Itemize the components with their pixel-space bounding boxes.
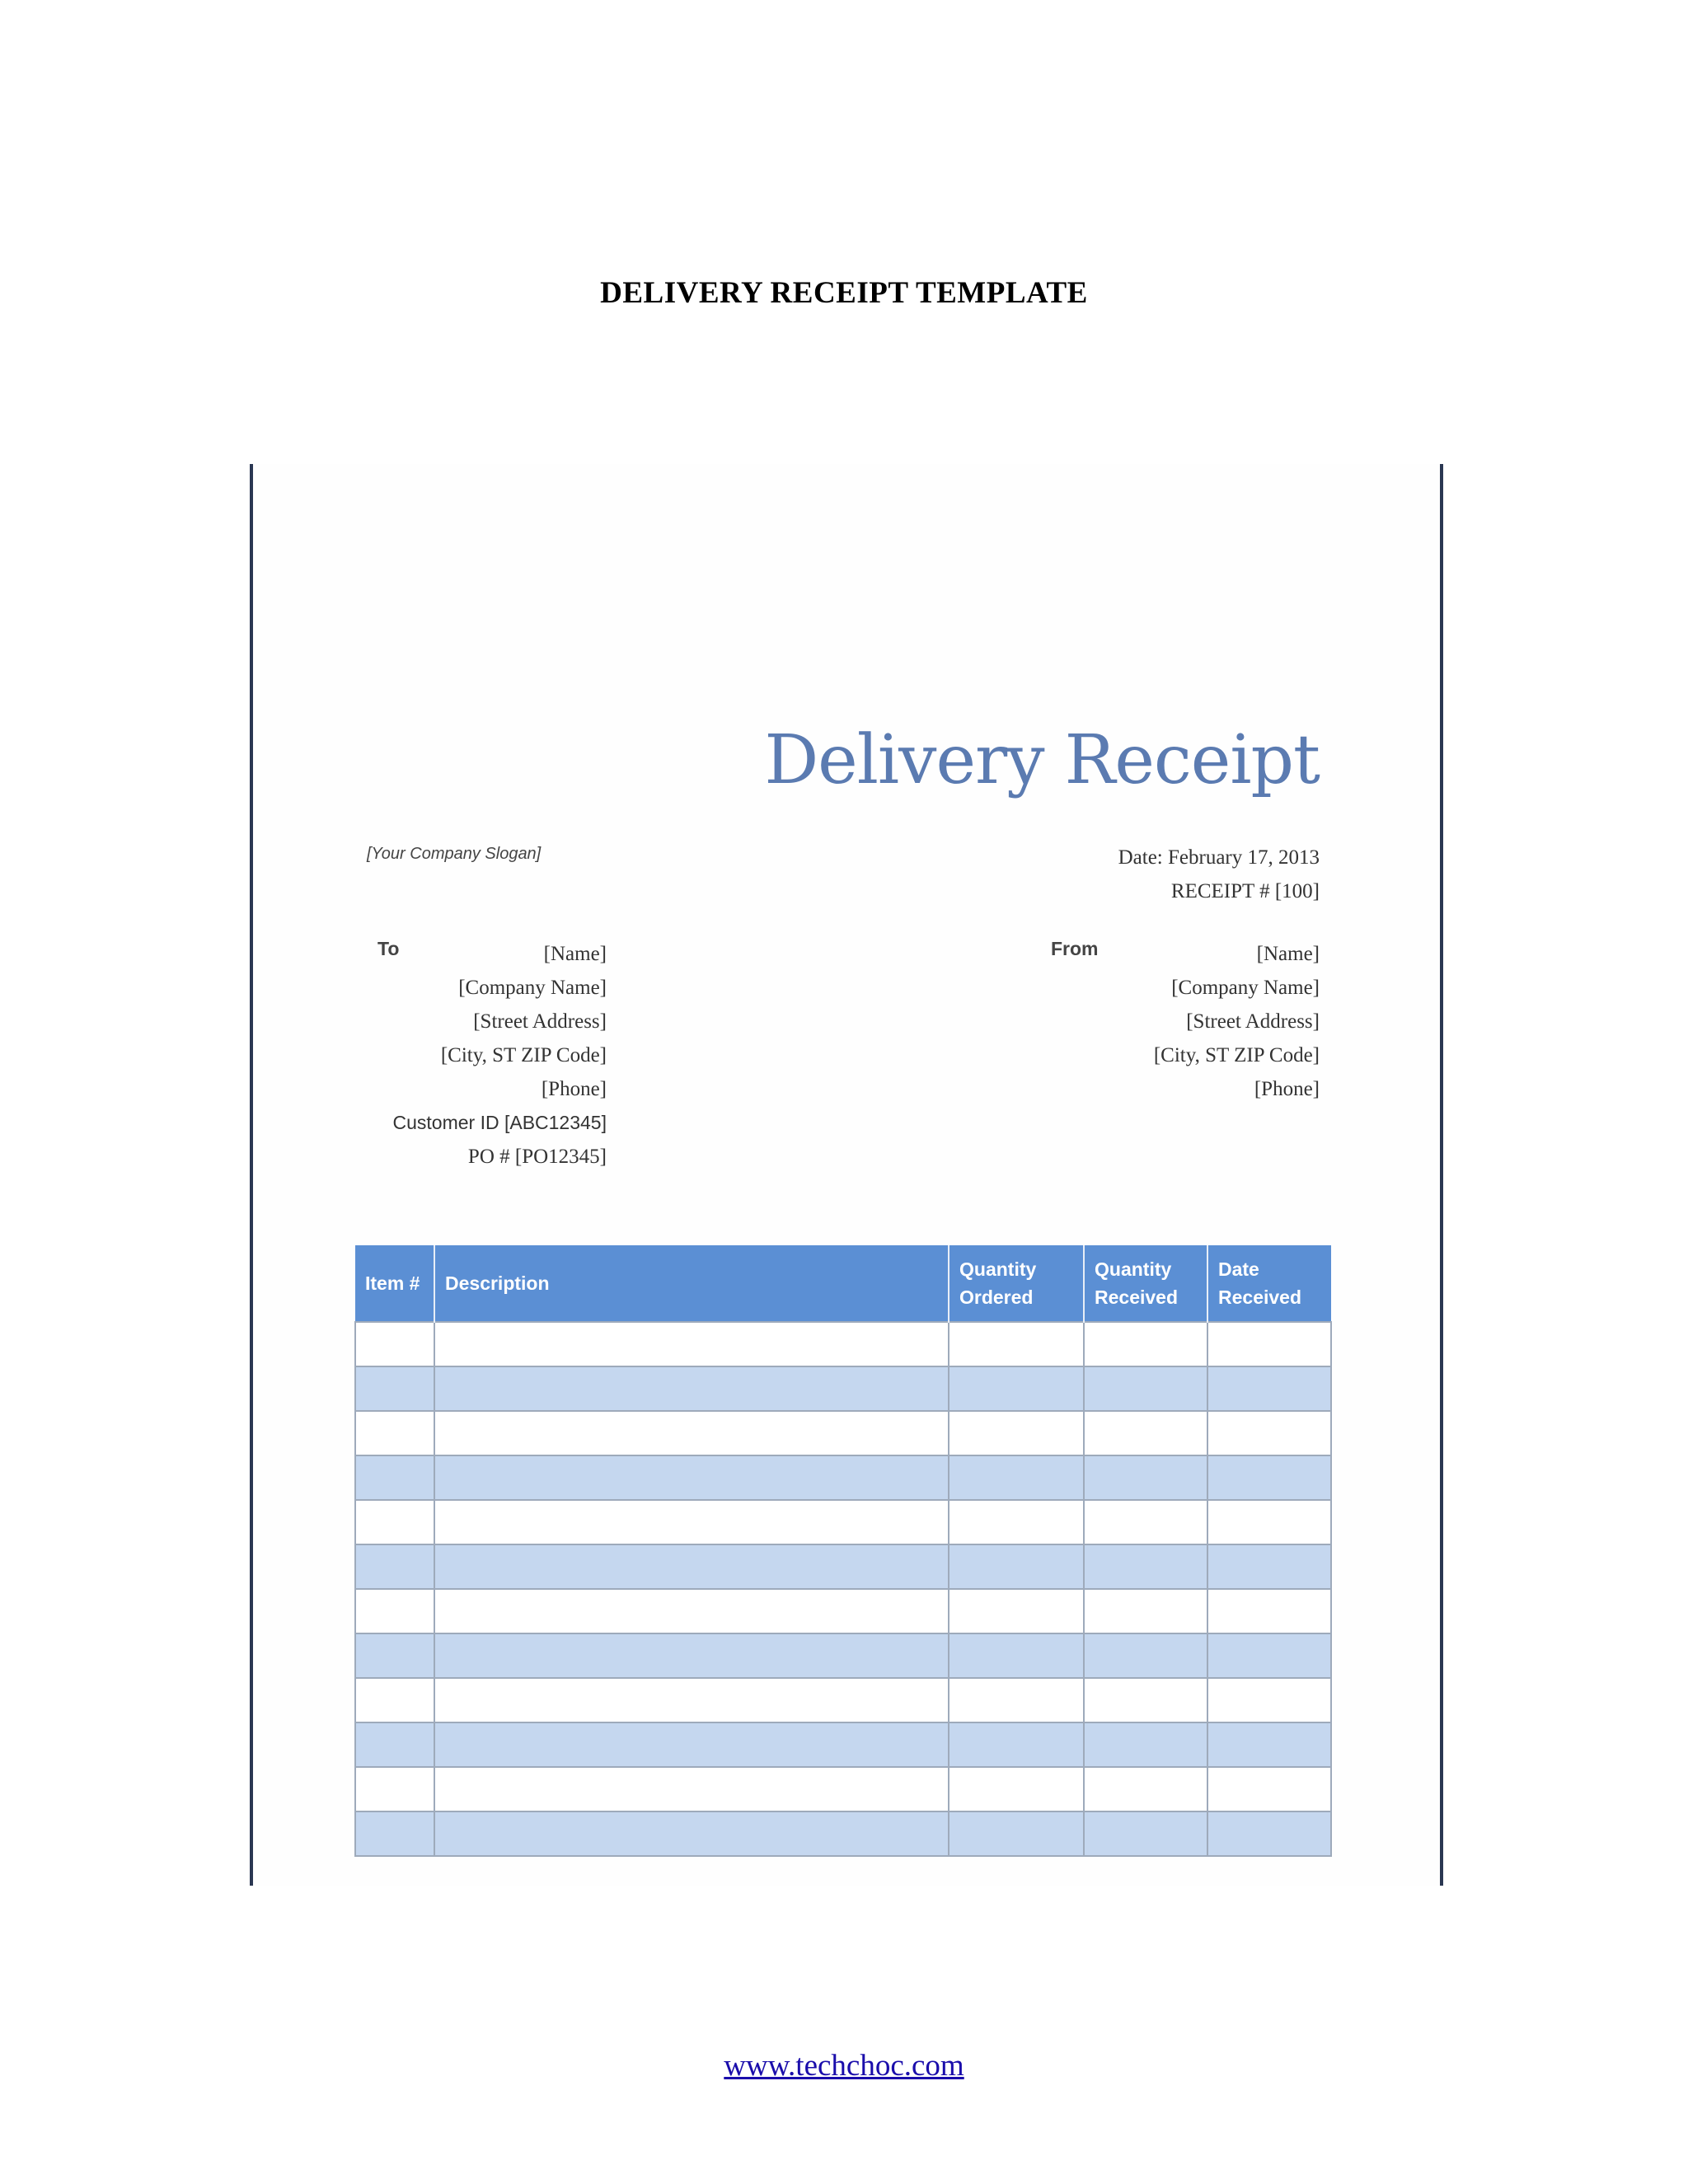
table-cell[interactable] — [1084, 1589, 1207, 1633]
table-cell[interactable] — [434, 1678, 949, 1722]
receipt-meta — [1118, 841, 1320, 908]
table-row — [355, 1455, 1331, 1500]
table-cell[interactable] — [1084, 1411, 1207, 1455]
table-cell[interactable] — [434, 1722, 949, 1767]
customer-id: Customer ID [ABC12345] — [392, 1112, 607, 1133]
table-cell[interactable] — [1207, 1455, 1331, 1500]
table-cell[interactable] — [1207, 1322, 1331, 1366]
table-cell[interactable] — [1084, 1455, 1207, 1500]
table-cell[interactable] — [355, 1678, 434, 1722]
table-cell[interactable] — [949, 1589, 1084, 1633]
from-name: [Name] — [1256, 943, 1320, 965]
table-cell[interactable] — [355, 1722, 434, 1767]
from-address-block — [1154, 937, 1320, 1106]
table-cell[interactable] — [949, 1767, 1084, 1811]
table-cell[interactable] — [355, 1633, 434, 1678]
table-cell[interactable] — [949, 1633, 1084, 1678]
table-cell[interactable] — [1207, 1500, 1331, 1544]
table-row — [355, 1322, 1331, 1366]
table-cell[interactable] — [355, 1455, 434, 1500]
table-row — [355, 1811, 1331, 1856]
table-cell[interactable] — [1084, 1811, 1207, 1856]
from-city: [City, ST ZIP Code] — [1153, 1044, 1320, 1066]
table-cell[interactable] — [1084, 1366, 1207, 1411]
header-date-received: Date Received — [1207, 1245, 1331, 1322]
table-cell[interactable] — [1084, 1678, 1207, 1722]
to-phone: [Phone] — [541, 1078, 607, 1100]
from-phone: [Phone] — [1254, 1078, 1320, 1100]
table-cell[interactable] — [1207, 1678, 1331, 1722]
table-cell[interactable] — [1084, 1322, 1207, 1366]
table-cell[interactable] — [949, 1500, 1084, 1544]
table-cell[interactable] — [355, 1366, 434, 1411]
receipt-number: RECEIPT # [100] — [1170, 880, 1320, 902]
table-row — [355, 1722, 1331, 1767]
table-cell[interactable] — [434, 1589, 949, 1633]
table-cell[interactable] — [434, 1767, 949, 1811]
table-cell[interactable] — [1207, 1767, 1331, 1811]
table-row — [355, 1500, 1331, 1544]
table-cell[interactable] — [1207, 1811, 1331, 1856]
to-name: [Name] — [543, 943, 607, 965]
table-cell[interactable] — [1207, 1722, 1331, 1767]
from-label: From — [1051, 938, 1099, 959]
table-cell[interactable] — [1084, 1544, 1207, 1589]
table-cell[interactable] — [434, 1500, 949, 1544]
page-heading: DELIVERY RECEIPT TEMPLATE — [600, 276, 1088, 310]
table-cell[interactable] — [1207, 1366, 1331, 1411]
table-row — [355, 1633, 1331, 1678]
company-slogan: [Your Company Slogan] — [367, 845, 542, 863]
table-cell[interactable] — [1084, 1500, 1207, 1544]
table-cell[interactable] — [355, 1767, 434, 1811]
table-row — [355, 1589, 1331, 1633]
header-quantity-received: Quantity Received — [1084, 1245, 1207, 1322]
to-street: [Street Address] — [473, 1010, 607, 1033]
footer-link[interactable]: www.techchoc.com — [724, 2049, 964, 2083]
to-label: To — [377, 938, 400, 959]
receipt-title: Delivery Receipt — [764, 721, 1320, 799]
table-cell[interactable] — [949, 1366, 1084, 1411]
from-street: [Street Address] — [1186, 1010, 1320, 1033]
table-cell[interactable] — [355, 1411, 434, 1455]
table-header-row — [355, 1245, 1331, 1322]
header-quantity-ordered: Quantity Ordered — [949, 1245, 1084, 1322]
header-item-number: Item # — [355, 1245, 434, 1322]
table-cell[interactable] — [355, 1811, 434, 1856]
table-cell[interactable] — [434, 1455, 949, 1500]
from-company: [Company Name] — [1171, 977, 1320, 999]
to-address-block — [392, 937, 607, 1174]
table-cell[interactable] — [1084, 1722, 1207, 1767]
table-cell[interactable] — [434, 1811, 949, 1856]
table-cell[interactable] — [434, 1366, 949, 1411]
table-cell[interactable] — [355, 1544, 434, 1589]
table-cell[interactable] — [434, 1633, 949, 1678]
table-cell[interactable] — [949, 1811, 1084, 1856]
table-cell[interactable] — [1084, 1767, 1207, 1811]
table-cell[interactable] — [949, 1455, 1084, 1500]
receipt-date: Date: February 17, 2013 — [1118, 846, 1320, 869]
table-cell[interactable] — [355, 1500, 434, 1544]
table-cell[interactable] — [1207, 1589, 1331, 1633]
table-cell[interactable] — [1207, 1544, 1331, 1589]
items-table — [354, 1245, 1332, 1857]
table-cell[interactable] — [434, 1411, 949, 1455]
table-cell[interactable] — [949, 1322, 1084, 1366]
table-row — [355, 1678, 1331, 1722]
table-cell[interactable] — [434, 1322, 949, 1366]
po-number: PO # [PO12345] — [467, 1146, 607, 1168]
table-cell[interactable] — [355, 1322, 434, 1366]
table-cell[interactable] — [949, 1722, 1084, 1767]
header-description: Description — [434, 1245, 949, 1322]
table-cell[interactable] — [949, 1544, 1084, 1589]
to-company: [Company Name] — [458, 977, 607, 999]
table-cell[interactable] — [1207, 1411, 1331, 1455]
table-cell[interactable] — [949, 1411, 1084, 1455]
table-row — [355, 1767, 1331, 1811]
table-row — [355, 1544, 1331, 1589]
to-city: [City, ST ZIP Code] — [440, 1044, 607, 1066]
table-cell[interactable] — [949, 1678, 1084, 1722]
table-body — [355, 1322, 1331, 1856]
table-cell[interactable] — [1084, 1633, 1207, 1678]
table-cell[interactable] — [355, 1589, 434, 1633]
table-cell[interactable] — [434, 1544, 949, 1589]
table-cell[interactable] — [1207, 1633, 1331, 1678]
table-row — [355, 1411, 1331, 1455]
table-row — [355, 1366, 1331, 1411]
